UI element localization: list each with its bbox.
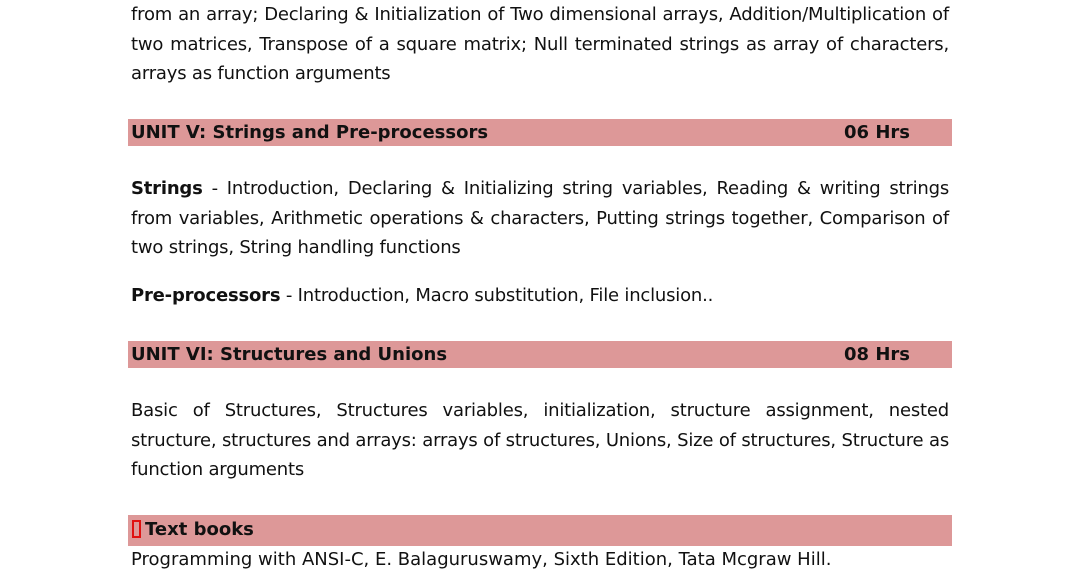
unit-6-title: UNIT VI: Structures and Unions [131, 344, 448, 365]
unit-6-header [128, 341, 952, 368]
unit-5-title: UNIT V: Strings and Pre-processors [131, 122, 489, 143]
strings-paragraph [131, 174, 949, 263]
structures-paragraph: Basic of Structures, Structures variables, initialization, structure assignment, nested structure, structures and arrays: arrays of structures, Unions, Size of structures, Structure as function arguments [131, 400, 949, 480]
unit-5-header [128, 119, 952, 146]
arrays-topics-paragraph: from an array; Declaring & Initialization of Two dimensional arrays, Addition/Multiplication of two matrices, Transpose of a square matrix; Null terminated strings as array of characters, arrays as function arguments [131, 4, 949, 84]
preprocessors-heading: Pre-processors [131, 285, 281, 306]
strings-heading: Strings [131, 178, 203, 199]
preprocessors-text: - Introduction, Macro substitution, File inclusion.. [280, 285, 714, 306]
textbooks-header [128, 515, 952, 546]
unit-5-hours: 06 Hrs [844, 122, 910, 143]
bullet-box-icon [132, 520, 141, 538]
preprocessors-paragraph [131, 281, 949, 311]
unit-6-hours: 08 Hrs [844, 344, 910, 365]
strings-text: - Introduction, Declaring & Initializing string variables, Reading & writing strings from variables, Arithmetic operations & characters, Putting strings together, Comparison of two strings, String handling functions [131, 178, 949, 258]
textbook-entry: Programming with ANSI-C, E. Balaguruswamy, Sixth Edition, Tata Mcgraw Hill. [131, 549, 832, 570]
textbooks-title: Text books [145, 519, 254, 540]
